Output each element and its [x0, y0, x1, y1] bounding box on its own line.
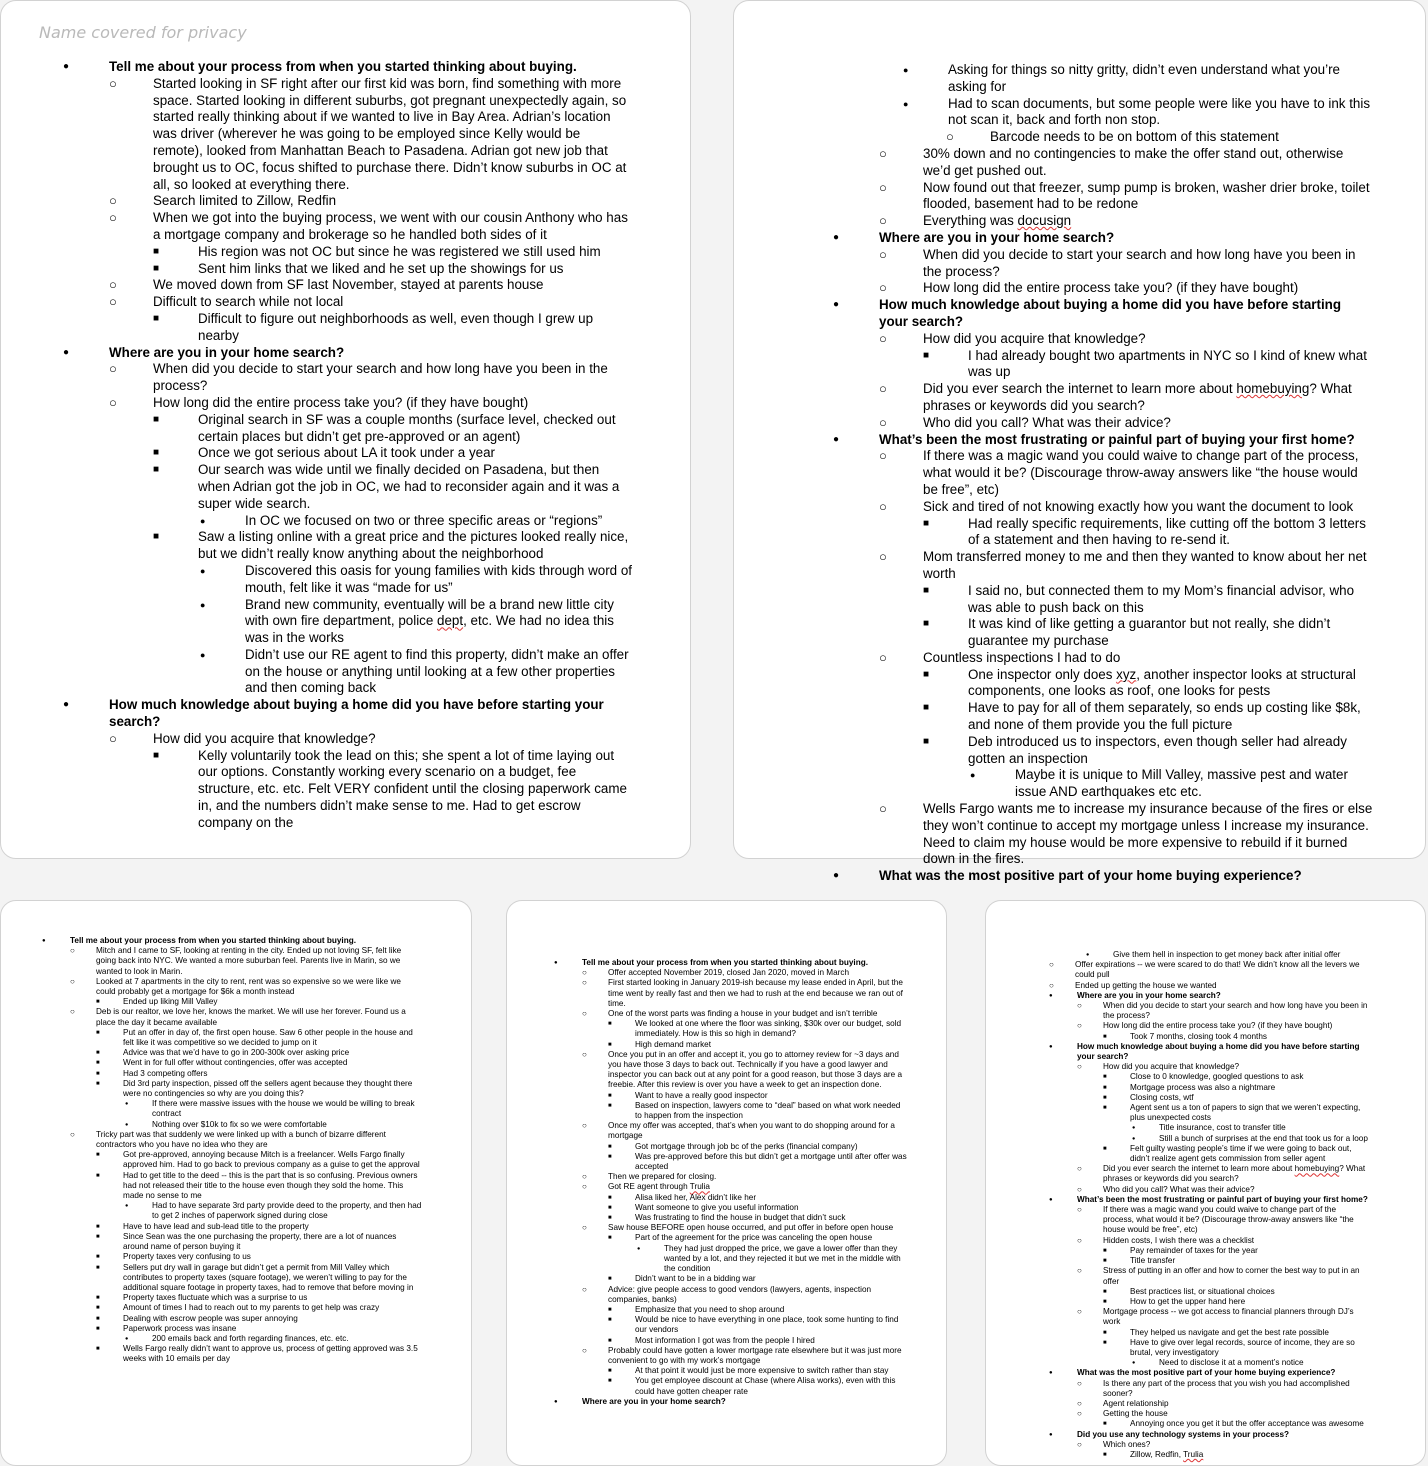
- answer: ○ Which ones? ■ Zillow, Redfin, Trulia: [1091, 1440, 1369, 1460]
- spellcheck-word: Trulia: [689, 1182, 710, 1192]
- answer-subdetail: ● Give them hell in inspection to get money back after initial offer: [1100, 950, 1369, 960]
- question: ● What was the most positive part of your home buying experience? ○ Is there any part of the process that you wish you had accomplished sooner? ○ Agent relationship ○ Getting the house ■ Annoying once you get it but the offer acceptance was awesome: [1049, 1368, 1369, 1429]
- answer: ○ Countless inspections I had to do ■ One inspector only does xyz, another inspector looks at structural components, one looks as roof, one looks for pests ■ Have to pay for all of them separately, so ends up costing like $8k, and none of them provide you the full picture ■ Deb introduced us to inspectors, even though seller had already gotten an inspection ● Maybe it is unique to Mill Valley, massive pest and water issue AND earthquakes etc etc.: [903, 650, 1373, 801]
- answer-subdetail: ● Had to scan documents, but some people were like you have to ink this not scan it, back and forth non stop. ○ Barcode needs to be on bottom of this statement: [927, 96, 1373, 146]
- question: ● Did you use any technology systems in your process? ○ Which ones? ■ Zillow, Redfin, Trulia: [1049, 1430, 1369, 1461]
- answer-subdetail: ● 200 emails back and forth regarding finances, etc. etc.: [139, 1334, 422, 1344]
- answer-detail: ■ Zillow, Redfin, Trulia: [1117, 1450, 1369, 1460]
- answer: ○ 30% down and no contingencies to make the offer stand out, otherwise we’d get pushed out.: [903, 146, 1373, 180]
- answer-detail: ■ One inspector only does xyz, another inspector looks at structural components, one looks as roof, one looks for pests: [947, 667, 1373, 701]
- answer: ○ How did you acquire that knowledge? ■ Kelly voluntarily took the lead on this; she spent a lot of time laying out our options. Constantly working every scenario on a budget, fee structure, etc. etc. Felt VERY confident until the closing paperwork came in, and the numbers didn’t make sense to me. Had to get escrow company on the: [133, 731, 633, 832]
- answer-detail: ■ Have to have lead and sub-lead title to the property: [110, 1222, 422, 1232]
- answer: ○ Once you put in an offer and accept it, you go to attorney review for ~3 days and you have those 3 days to back out. Technically if you have a good lawyer and inspector you can back out at any point for a good reason, but those 3 days are a freebie. After this review is over you have a week to get an inspection done. ■ Want to have a really good inspector ■ Based on inspection, lawyers come to “deal” based on what work needed to happen from the inspection: [596, 1050, 909, 1121]
- answer: ○ When did you decide to start your search and how long have you been in the process?: [133, 361, 633, 395]
- answer-detail: ■ Property taxes very confusing to us: [110, 1252, 422, 1262]
- answer-detail: ■ It was kind of like getting a guarantor but not really, she didn’t guarantee my purchase: [947, 616, 1373, 650]
- answer-subdetail: ● Need to disclose it at a moment’s notice: [1146, 1358, 1369, 1368]
- answer: ○ Started looking in SF right after our first kid was born, find something with more space. Started looking in different suburbs, got pregnant unexpectedly again, so started really thinking about if we wanted to live in Bay Area. Adrian’s location was driver (wherever he was going to be employed since Kelly would be remote), looked from Manhattan Beach to Pasadena. Adrian got new job that brought us to OC, focus shifted to purchase there. Didn’t know suburbs in OC at all, so looked at everything there.: [133, 76, 633, 194]
- answer-detail: ■ Alisa liked her, Alex didn’t like her: [622, 1193, 909, 1203]
- continued-block: [1049, 950, 1369, 991]
- answer: ○ Stress of putting in an offer and how to corner the best way to put in an offer ■ Best practices list, or situational choices ■ How to get the upper hand here: [1091, 1266, 1369, 1307]
- document-page-3: [0, 900, 472, 1466]
- answer: ○ Getting the house ■ Annoying once you get it but the offer acceptance was awesome: [1091, 1409, 1369, 1429]
- question-list: [42, 936, 422, 1365]
- answer: ○ Advice: give people access to good vendors (lawyers, agents, inspection companies, banks) ■ Emphasize that you need to shop around ■ Would be nice to have everything in one place, took some hunting to find our vendors ■ Most information I got was from the people I hired: [596, 1285, 909, 1346]
- answer-detail: ■ Got pre-approved, annoying because Mitch is a freelancer. Wells Fargo finally approved him. Had to go back to previous company as a guise to get the approval: [110, 1150, 422, 1170]
- question: ● Where are you in your home search? ○ When did you decide to start your search and how long have you been in the process? ○ How long did the entire process take you? (if they have bought) ■ Original search in SF was a couple months (surface level, checked out certain places but didn’t get pre-approved or an agent) ■ Once we got serious about LA it took under a year ■ Our search was wide until we finally decided on Pasadena, but then when Adrian got the job in OC, we had to reconsider again and it was a super wide search. ● In OC we focused on two or three specific areas or “regions” ■ Saw a listing online with a great price and the pictures looked really nice, but we didn’t really know anything about the neighborhood ● Discovered this oasis for young families with kids through word of mouth, felt like it was “made for us” ● Brand new community, eventually will be a brand new little city with own fire department, police dept, etc. We had no idea this was in the works ● Didn’t use our RE agent to find this property, didn’t make an offer on the house or anything until looking at a few other properties and then coming back: [63, 345, 633, 698]
- document-page-5: [985, 900, 1426, 1466]
- spellcheck-word: docusign: [1017, 213, 1072, 229]
- answer: ○ Wells Fargo wants me to increase my insurance because of the fires or else they won’t continue to accept my mortgage unless I increase my insurance. Need to claim my house would be more expensive to rebuild if it burned down in the fires.: [903, 801, 1373, 868]
- answer-detail: ■ Kelly voluntarily took the lead on this; she spent a lot of time laying out our options. Constantly working every scenario on a budget, fee structure, etc. etc. Felt VERY confident until the closing paperwork came in, and the numbers didn’t make sense to me. Had to get escrow company on the: [177, 748, 633, 832]
- answer-subdetail: ● If there were massive issues with the house we would be willing to break contract: [139, 1099, 422, 1119]
- answer-detail: ■ Deb introduced us to inspectors, even though seller had already gotten an inspection ● Maybe it is unique to Mill Valley, massive pest and water issue AND earthquakes etc etc.: [947, 734, 1373, 801]
- answer-subdetail: ● Maybe it is unique to Mill Valley, massive pest and water issue AND earthquakes etc etc.: [994, 767, 1373, 801]
- answer-subdetail: ● Brand new community, eventually will be a brand new little city with own fire department, police dept, etc. We had no idea this was in the works: [224, 597, 633, 647]
- answer-subdetail: ● They had just dropped the price, we gave a lower offer than they wanted by a lot, and they rejected it but we met in the middle with the condition: [651, 1244, 909, 1275]
- question: ● How much knowledge about buying a home did you have before starting your search? ○ How did you acquire that knowledge? ■ Close to 0 knowledge, googled questions to ask ■ Mortgage process was also a nightmare ■ Closing costs, wtf ■ Agent sent us a ton of papers to sign that we weren’t expecting, plus unexpected costs ● Title insurance, cost to transfer title ● Still a bunch of surprises at the end that took us for a loop ■ Felt guilty wasting people’s time if we were going to back out, didn’t realize agent gets commission from seller agent ○ Did you ever search the internet to learn more about homebuying? What phrases or keywords did you search? ○ Who did you call? What was their advice?: [1049, 1042, 1369, 1195]
- answer-detail: ■ Didn’t want to be in a bidding war: [622, 1274, 909, 1284]
- answer: ○ Is there any part of the process that you wish you had accomplished sooner?: [1091, 1379, 1369, 1399]
- answer-detail: ■ Based on inspection, lawyers come to “deal” based on what work needed to happen from the inspection: [622, 1101, 909, 1121]
- answer-detail: ■ Amount of times I had to reach out to my parents to get help was crazy: [110, 1303, 422, 1313]
- answer: ○ Who did you call? What was their advice?: [903, 415, 1373, 432]
- answer-detail: ■ Original search in SF was a couple months (surface level, checked out certain places but didn’t get pre-approved or an agent): [177, 412, 633, 446]
- answer-detail: ■ I said no, but connected them to my Mom’s financial advisor, who was able to push back on this: [947, 583, 1373, 617]
- spellcheck-word: homebuying: [1294, 1164, 1340, 1174]
- answer: ○ Got RE agent through Trulia ■ Alisa liked her, Alex didn’t like her ■ Want someone to give you useful information ■ Was frustrating to find the house in budget that didn’t suck: [596, 1182, 909, 1223]
- answer: ○ Sick and tired of not knowing exactly how you want the document to look ■ Had really specific requirements, like cutting off the bottom 3 letters of a statement and then having to re-send it.: [903, 499, 1373, 549]
- answer-detail: ■ Put an offer in day of, the first open house. Saw 6 other people in the house and felt like it was competitive so we decided to jump on it: [110, 1028, 422, 1048]
- answer-detail: ■ Was pre-approved before this but didn’t get a mortgage until after offer was accepted: [622, 1152, 909, 1172]
- answer: ○ Deb is our realtor, we love her, knows the market. We will use her forever. Found us a place the day it became available ■ Put an offer in day of, the first open house. Saw 6 other people in the house and felt like it was competitive so we decided to jump on it ■ Advice was that we’d have to go in 200-300k over asking price ■ Went in for full offer without contingencies, offer was accepted ■ Had 3 competing offers ■ Did 3rd party inspection, pissed off the sellers agent because they thought there were no contingencies so why are you doing this? ● If there were massive issues with the house we would be willing to break contract ● Nothing over $10k to fix so we were comfortable: [84, 1007, 422, 1129]
- answer: ○ Offer expirations -- we were scared to do that! We didn’t know all the levers we could pull: [1063, 960, 1369, 980]
- privacy-note: Name covered for privacy: [39, 23, 247, 42]
- answer: ○ Who did you call? What was their advice?: [1091, 1185, 1369, 1195]
- answer-detail: ■ Annoying once you get it but the offer acceptance was awesome: [1117, 1419, 1369, 1429]
- answer-detail: ■ At that point it would just be more expensive to switch rather than stay: [622, 1366, 909, 1376]
- answer-detail: ■ Sent him links that we liked and he set up the showings for us: [177, 261, 633, 278]
- answer-detail: ■ Ended up liking Mill Valley: [110, 997, 422, 1007]
- answer-detail: ■ Advice was that we’d have to go in 200-300k over asking price: [110, 1048, 422, 1058]
- answer: ○ How long did the entire process take you? (if they have bought) ■ Took 7 months, closing took 4 months: [1091, 1021, 1369, 1041]
- answer-detail: ■ Got mortgage through job bc of the perks (financial company): [622, 1142, 909, 1152]
- answer-detail: ■ Had to get title to the deed -- this is the part that is so confusing. Previous owners had not released their title to the house even though they sold the home. This made no sense to me ● Had to have separate 3rd party provide deed to the property, and then had to get 2 inches of paperwork signed during close: [110, 1171, 422, 1222]
- answer-detail: ■ Want to have a really good inspector: [622, 1091, 909, 1101]
- answer: ○ Offer accepted November 2019, closed Jan 2020, moved in March: [596, 968, 909, 978]
- question-list: [833, 62, 1373, 885]
- question: ● Tell me about your process from when you started thinking about buying. ○ Mitch and I came to SF, looking at renting in the city. Ended up not loving SF, felt like going back into NYC. We wanted a more suburban feel. Parents live in Marin, so we wanted to look in Marin. ○ Looked at 7 apartments in the city to rent, rent was so expensive so we were like we could probably get a mortgage for $6k a month instead ■ Ended up liking Mill Valley ○ Deb is our realtor, we love her, knows the market. We will use her forever. Found us a place the day it became available ■ Put an offer in day of, the first open house. Saw 6 other people in the house and felt like it was competitive so we decided to jump on it ■ Advice was that we’d have to go in 200-300k over asking price ■ Went in for full offer without contingencies, offer was accepted ■ Had 3 competing offers ■ Did 3rd party inspection, pissed off the sellers agent because they thought there were no contingencies so why are you doing this? ● If there were massive issues with the house we would be willing to break contract ● Nothing over $10k to fix so we were comfortable ○ Tricky part was that suddenly we were linked up with a bunch of bizarre different contractors who you have no idea who they are ■ Got pre-approved, annoying because Mitch is a freelancer. Wells Fargo finally approved him. Had to go back to previous company as a guise to get the approval ■ Had to get title to the deed -- this is the part that is so confusing. Previous owners had not released their title to the house even though they sold the home. This made no sense to me ● Had to have separate 3rd party provide deed to the property, and then had to get 2 inches of paperwork signed during close ■ Have to have lead and sub-lead title to the property ■ Since Sean was the one purchasing the property, there are a lot of nuances around name of person buying it ■ Property taxes very confusing to us ■ Sellers put dry wall in garage but didn’t get a permit from Mill Valley which contributes to property taxes (square footage), we weren’t willing to pay for the additional square footage in property taxes, had to remove that before moving in ■ Property taxes fluctuate which was a surprise to us ■ Amount of times I had to reach out to my parents to get help was crazy ■ Dealing with escrow people was super annoying ■ Paperwork process was insane ● 200 emails back and forth regarding finances, etc. etc. ■ Wells Fargo really didn’t want to approve us, process of getting approved was 3.5 weeks with 10 emails per day: [42, 936, 422, 1365]
- answer: ○ Saw house BEFORE open house occurred, and put offer in before open house ■ Part of the agreement for the price was canceling the open house ● They had just dropped the price, we gave a lower offer than they wanted by a lot, and they rejected it but we met in the middle with the condition ■ Didn’t want to be in a bidding war: [596, 1223, 909, 1284]
- answer-detail: ■ Want someone to give you useful information: [622, 1203, 909, 1213]
- question: ● What’s been the most frustrating or painful part of buying your first home? ○ If there was a magic wand you could waive to change part of the process, what would it be? (Discourage throw-away answers like “the house would be free”, etc) ○ Hidden costs, I wish there was a checklist ■ Pay remainder of taxes for the year ■ Title transfer ○ Stress of putting in an offer and how to corner the best way to put in an offer ■ Best practices list, or situational choices ■ How to get the upper hand here ○ Mortgage process -- we got access to financial planners through DJ’s work ■ They helped us navigate and get the best rate possible ■ Have to give over legal records, source of income, they are so brutal, very investigatory ● Need to disclose it at a moment’s notice: [1049, 1195, 1369, 1368]
- answer-detail: ■ Took 7 months, closing took 4 months: [1117, 1032, 1369, 1042]
- answer: ○ Mitch and I came to SF, looking at renting in the city. Ended up not loving SF, felt like going back into NYC. We wanted a more suburban feel. Parents live in Marin, so we wanted to look in Marin.: [84, 946, 422, 977]
- answer-subdetail: ● Didn’t use our RE agent to find this property, didn’t make an offer on the house or anything until looking at a few other properties and then coming back: [224, 647, 633, 697]
- answer: ○ Now found out that freezer, sump pump is broken, washer drier broke, toilet flooded, basement had to be redone: [903, 180, 1373, 214]
- continued-answer: [903, 62, 1373, 146]
- answer-detail: ■ His region was not OC but since he was registered we still used him: [177, 244, 633, 261]
- answer: ○ Everything was docusign: [903, 213, 1373, 230]
- answer-detail: ■ You get employee discount at Chase (where Alisa works), even with this could have gotten cheaper rate: [622, 1376, 909, 1396]
- question: ● Tell me about your process from when you started thinking about buying. ○ Offer accepted November 2019, closed Jan 2020, moved in March ○ First started looking in January 2019-ish because my lease ended in April, but the time went by really fast and then we had to rush at the end because we ran out of time. ○ One of the worst parts was finding a house in your budget and isn’t terrible ■ We looked at one where the floor was sinking, $30k over our budget, sold immediately. How is this so high in demand? ■ High demand market ○ Once you put in an offer and accept it, you go to attorney review for ~3 days and you have those 3 days to back out. Technically if you have a good lawyer and inspector you can back out at any point for a good reason, but those 3 days are a freebie. After this review is over you have a week to get an inspection done. ■ Want to have a really good inspector ■ Based on inspection, lawyers come to “deal” based on what work needed to happen from the inspection ○ Once my offer was accepted, that’s when you want to do shopping around for a mortgage ■ Got mortgage through job bc of the perks (financial company) ■ Was pre-approved before this but didn’t get a mortgage until after offer was accepted ○ Then we prepared for closing. ○ Got RE agent through Trulia ■ Alisa liked her, Alex didn’t like her ■ Want someone to give you useful information ■ Was frustrating to find the house in budget that didn’t suck ○ Saw house BEFORE open house occurred, and put offer in before open house ■ Part of the agreement for the price was canceling the open house ● They had just dropped the price, we gave a lower offer than they wanted by a lot, and they rejected it but we met in the middle with the condition ■ Didn’t want to be in a bidding war ○ Advice: give people access to good vendors (lawyers, agents, inspection companies, banks) ■ Emphasize that you need to shop around ■ Would be nice to have everything in one place, took some hunting to find our vendors ■ Most information I got was from the people I hired ○ Probably could have gotten a lower mortgage rate elsewhere but it was just more convenient to go with my work’s mortgage ■ At that point it would just be more expensive to switch rather than stay ■ You get employee discount at Chase (where Alisa works), even with this could have gotten cheaper rate: [554, 958, 909, 1397]
- answer: ○ Mortgage process -- we got access to financial planners through DJ’s work ■ They helped us navigate and get the best rate possible ■ Have to give over legal records, source of income, they are so brutal, very investigatory ● Need to disclose it at a moment’s notice: [1091, 1307, 1369, 1368]
- answer-detail: ■ Agent sent us a ton of papers to sign that we weren’t expecting, plus unexpected costs ● Title insurance, cost to transfer title ● Still a bunch of surprises at the end that took us for a loop: [1117, 1103, 1369, 1144]
- answer-detail: ■ Dealing with escrow people was super annoying: [110, 1314, 422, 1324]
- question: ● Tell me about your process from when you started thinking about buying. ○ Started looking in SF right after our first kid was born, find something with more space. Started looking in different suburbs, got pregnant unexpectedly again, so started really thinking about if we wanted to live in Bay Area. Adrian’s location was driver (wherever he was going to be employed since Kelly would be remote), looked from Manhattan Beach to Pasadena. Adrian got new job that brought us to OC, focus shifted to purchase there. Didn’t know suburbs in OC at all, so looked at everything there. ○ Search limited to Zillow, Redfin ○ When we got into the buying process, we went with our cousin Anthony who has a mortgage company and brokerage so he handled both sides of it ■ His region was not OC but since he was registered we still used him ■ Sent him links that we liked and he set up the showings for us ○ We moved down from SF last November, stayed at parents house ○ Difficult to search while not local ■ Difficult to figure out neighborhoods as well, even though I grew up nearby: [63, 59, 633, 345]
- answer-detail: ■ Close to 0 knowledge, googled questions to ask: [1117, 1072, 1369, 1082]
- answer: ○ One of the worst parts was finding a house in your budget and isn’t terrible ■ We looked at one where the floor was sinking, $30k over our budget, sold immediately. How is this so high in demand? ■ High demand market: [596, 1009, 909, 1050]
- answer-detail: ■ Saw a listing online with a great price and the pictures looked really nice, but we didn’t really know anything about the neighborhood ● Discovered this oasis for young families with kids through word of mouth, felt like it was “made for us” ● Brand new community, eventually will be a brand new little city with own fire department, police dept, etc. We had no idea this was in the works ● Didn’t use our RE agent to find this property, didn’t make an offer on the house or anything until looking at a few other properties and then coming back: [177, 529, 633, 697]
- answer: ○ Tricky part was that suddenly we were linked up with a bunch of bizarre different contractors who you have no idea who they are ■ Got pre-approved, annoying because Mitch is a freelancer. Wells Fargo finally approved him. Had to go back to previous company as a guise to get the approval ■ Had to get title to the deed -- this is the part that is so confusing. Previous owners had not released their title to the house even though they sold the home. This made no sense to me ● Had to have separate 3rd party provide deed to the property, and then had to get 2 inches of paperwork signed during close ■ Have to have lead and sub-lead title to the property ■ Since Sean was the one purchasing the property, there are a lot of nuances around name of person buying it ■ Property taxes very confusing to us ■ Sellers put dry wall in garage but didn’t get a permit from Mill Valley which contributes to property taxes (square footage), we weren’t willing to pay for the additional square footage in property taxes, had to remove that before moving in ■ Property taxes fluctuate which was a surprise to us ■ Amount of times I had to reach out to my parents to get help was crazy ■ Dealing with escrow people was super annoying ■ Paperwork process was insane ● 200 emails back and forth regarding finances, etc. etc. ■ Wells Fargo really didn’t want to approve us, process of getting approved was 3.5 weeks with 10 emails per day: [84, 1130, 422, 1365]
- answer: ○ Did you ever search the internet to learn more about homebuying? What phrases or keywords did you search?: [1091, 1164, 1369, 1184]
- spellcheck-word: homebuying: [1236, 381, 1310, 397]
- answer: ○ When we got into the buying process, we went with our cousin Anthony who has a mortgage company and brokerage so he handled both sides of it ■ His region was not OC but since he was registered we still used him ■ Sent him links that we liked and he set up the showings for us: [133, 210, 633, 277]
- answer: ○ If there was a magic wand you could waive to change part of the process, what would it be? (Discourage throw-away answers like “the house would be free”, etc): [1091, 1205, 1369, 1236]
- answer-detail: ■ Since Sean was the one purchasing the property, there are a lot of nuances around name of person buying it: [110, 1232, 422, 1252]
- document-page-1: [0, 0, 691, 859]
- answer-detail: ■ Pay remainder of taxes for the year: [1117, 1246, 1369, 1256]
- answer-note: ○ Barcode needs to be on bottom of this statement: [970, 129, 1373, 146]
- answer: ○ Mom transferred money to me and then they wanted to know about her net worth ■ I said no, but connected them to my Mom’s financial advisor, who was able to push back on this ■ It was kind of like getting a guarantor but not really, she didn’t guarantee my purchase: [903, 549, 1373, 650]
- question: ● How much knowledge about buying a home did you have before starting your search? ○ How did you acquire that knowledge? ■ Kelly voluntarily took the lead on this; she spent a lot of time laying out our options. Constantly working every scenario on a budget, fee structure, etc. etc. Felt VERY confident until the closing paperwork came in, and the numbers didn’t make sense to me. Had to get escrow company on the: [63, 697, 633, 831]
- answer: ○ Agent relationship: [1091, 1399, 1369, 1409]
- answer: ○ How long did the entire process take you? (if they have bought) ■ Original search in SF was a couple months (surface level, checked out certain places but didn’t get pre-approved or an agent) ■ Once we got serious about LA it took under a year ■ Our search was wide until we finally decided on Pasadena, but then when Adrian got the job in OC, we had to reconsider again and it was a super wide search. ● In OC we focused on two or three specific areas or “regions” ■ Saw a listing online with a great price and the pictures looked really nice, but we didn’t really know anything about the neighborhood ● Discovered this oasis for young families with kids through word of mouth, felt like it was “made for us” ● Brand new community, eventually will be a brand new little city with own fire department, police dept, etc. We had no idea this was in the works ● Didn’t use our RE agent to find this property, didn’t make an offer on the house or anything until looking at a few other properties and then coming back: [133, 395, 633, 697]
- answer-detail: ■ Emphasize that you need to shop around: [622, 1305, 909, 1315]
- answer-detail: ■ I had already bought two apartments in NYC so I kind of knew what was up: [947, 348, 1373, 382]
- answer-detail: ■ We looked at one where the floor was sinking, $30k over our budget, sold immediately. How is this so high in demand?: [622, 1019, 909, 1039]
- continued-block: [833, 62, 1373, 230]
- answer: ○ When did you decide to start your search and how long have you been in the process?: [903, 247, 1373, 281]
- answer-subdetail: ● Still a bunch of surprises at the end that took us for a loop: [1146, 1134, 1369, 1144]
- answer: ○ How did you acquire that knowledge? ■ Close to 0 knowledge, googled questions to ask ■ Mortgage process was also a nightmare ■ Closing costs, wtf ■ Agent sent us a ton of papers to sign that we weren’t expecting, plus unexpected costs ● Title insurance, cost to transfer title ● Still a bunch of surprises at the end that took us for a loop ■ Felt guilty wasting people’s time if we were going to back out, didn’t realize agent gets commission from seller agent: [1091, 1062, 1369, 1164]
- answer: ○ Did you ever search the internet to learn more about homebuying? What phrases or keywords did you search?: [903, 381, 1373, 415]
- question-list: [1049, 950, 1369, 1460]
- answer-detail: ■ Sellers put dry wall in garage but didn’t get a permit from Mill Valley which contributes to property taxes (square footage), we weren’t willing to pay for the additional square footage in property taxes, had to remove that before moving in: [110, 1263, 422, 1294]
- question: ● What’s been the most frustrating or painful part of buying your first home? ○ If there was a magic wand you could waive to change part of the process, what would it be? (Discourage throw-away answers like “the house would be free”, etc) ○ Sick and tired of not knowing exactly how you want the document to look ■ Had really specific requirements, like cutting off the bottom 3 letters of a statement and then having to re-send it. ○ Mom transferred money to me and then they wanted to know about her net worth ■ I said no, but connected them to my Mom’s financial advisor, who was able to push back on this ■ It was kind of like getting a guarantor but not really, she didn’t guarantee my purchase ○ Countless inspections I had to do ■ One inspector only does xyz, another inspector looks at structural components, one looks as roof, one looks for pests ■ Have to pay for all of them separately, so ends up costing like $8k, and none of them provide you the full picture ■ Deb introduced us to inspectors, even though seller had already gotten an inspection ● Maybe it is unique to Mill Valley, massive pest and water issue AND earthquakes etc etc. ○ Wells Fargo wants me to increase my insurance because of the fires or else they won’t continue to accept my mortgage unless I increase my insurance. Need to claim my house would be more expensive to rebuild if it burned down in the fires.: [833, 432, 1373, 869]
- answer-detail: ■ Closing costs, wtf: [1117, 1093, 1369, 1103]
- answer-detail: ■ Most information I got was from the people I hired: [622, 1336, 909, 1346]
- answer-detail: ■ Our search was wide until we finally decided on Pasadena, but then when Adrian got the job in OC, we had to reconsider again and it was a super wide search. ● In OC we focused on two or three specific areas or “regions”: [177, 462, 633, 529]
- answer: ○ How long did the entire process take you? (if they have bought): [903, 280, 1373, 297]
- answer-detail: ■ How to get the upper hand here: [1117, 1297, 1369, 1307]
- spellcheck-word: dept: [437, 613, 464, 629]
- answer: ○ If there was a magic wand you could waive to change part of the process, what would it be? (Discourage throw-away answers like “the house would be free”, etc): [903, 448, 1373, 498]
- answer-subdetail: ● Had to have separate 3rd party provide deed to the property, and then had to get 2 inches of paperwork signed during close: [139, 1201, 422, 1221]
- spellcheck-word: Trulia: [1183, 1449, 1204, 1459]
- answer-detail: ■ Would be nice to have everything in one place, took some hunting to find our vendors: [622, 1315, 909, 1335]
- answer: ○ First started looking in January 2019-ish because my lease ended in April, but the time went by really fast and then we had to rush at the end because we ran out of time.: [596, 978, 909, 1009]
- answer: ○ Then we prepared for closing.: [596, 1172, 909, 1182]
- answer-detail: ■ Wells Fargo really didn’t want to approve us, process of getting approved was 3.5 weeks with 10 emails per day: [110, 1344, 422, 1364]
- question: ● What was the most positive part of your home buying experience?: [833, 868, 1373, 885]
- answer: ○ Difficult to search while not local ■ Difficult to figure out neighborhoods as well, even though I grew up nearby: [133, 294, 633, 344]
- question-list: [63, 59, 633, 832]
- answer-subdetail: ● Discovered this oasis for young families with kids through word of mouth, felt like it was “made for us”: [224, 563, 633, 597]
- document-page-4: [506, 900, 947, 1466]
- answer-detail: ■ Have to pay for all of them separately, so ends up costing like $8k, and none of them provide you the full picture: [947, 700, 1373, 734]
- answer: ○ Search limited to Zillow, Redfin: [133, 193, 633, 210]
- spellcheck-word: xyz: [1116, 666, 1137, 682]
- answer-detail: ■ Part of the agreement for the price was canceling the open house ● They had just dropped the price, we gave a lower offer than they wanted by a lot, and they rejected it but we met in the middle with the condition: [622, 1233, 909, 1274]
- answer-detail: ■ Did 3rd party inspection, pissed off the sellers agent because they thought there were no contingencies so why are you doing this? ● If there were massive issues with the house we would be willing to break contract ● Nothing over $10k to fix so we were comfortable: [110, 1079, 422, 1130]
- document-page-2: [733, 0, 1426, 884]
- answer: ○ When did you decide to start your search and how long have you been in the process?: [1091, 1001, 1369, 1021]
- answer-detail: ■ Felt guilty wasting people’s time if we were going to back out, didn’t realize agent gets commission from seller agent: [1117, 1144, 1369, 1164]
- answer-detail: ■ Went in for full offer without contingencies, offer was accepted: [110, 1058, 422, 1068]
- answer-subdetail: ● In OC we focused on two or three specific areas or “regions”: [224, 513, 633, 530]
- question: ● How much knowledge about buying a home did you have before starting your search? ○ How did you acquire that knowledge? ■ I had already bought two apartments in NYC so I kind of knew what was up ○ Did you ever search the internet to learn more about homebuying? What phrases or keywords did you search? ○ Who did you call? What was their advice?: [833, 297, 1373, 431]
- answer: ○ Once my offer was accepted, that’s when you want to do shopping around for a mortgage ■ Got mortgage through job bc of the perks (financial company) ■ Was pre-approved before this but didn’t get a mortgage until after offer was accepted: [596, 1121, 909, 1172]
- answer-detail: ■ Once we got serious about LA it took under a year: [177, 445, 633, 462]
- answer-detail: ■ Property taxes fluctuate which was a surprise to us: [110, 1293, 422, 1303]
- answer: ○ We moved down from SF last November, stayed at parents house: [133, 277, 633, 294]
- question: ● Where are you in your home search? ○ When did you decide to start your search and how long have you been in the process? ○ How long did the entire process take you? (if they have bought) ■ Took 7 months, closing took 4 months: [1049, 991, 1369, 1042]
- answer-detail: ■ They helped us navigate and get the best rate possible: [1117, 1328, 1369, 1338]
- question-list: [554, 958, 909, 1407]
- answer-detail: ■ Paperwork process was insane ● 200 emails back and forth regarding finances, etc. etc.: [110, 1324, 422, 1344]
- answer-subdetail: ● Nothing over $10k to fix so we were comfortable: [139, 1120, 422, 1130]
- answer: ○ How did you acquire that knowledge? ■ I had already bought two apartments in NYC so I kind of knew what was up: [903, 331, 1373, 381]
- answer: ○ Hidden costs, I wish there was a checklist ■ Pay remainder of taxes for the year ■ Title transfer: [1091, 1236, 1369, 1267]
- answer-detail: ■ Mortgage process was also a nightmare: [1117, 1083, 1369, 1093]
- answer-detail: ■ Best practices list, or situational choices: [1117, 1287, 1369, 1297]
- answer-detail: ■ Difficult to figure out neighborhoods as well, even though I grew up nearby: [177, 311, 633, 345]
- answer: ○ Ended up getting the house we wanted: [1063, 981, 1369, 991]
- answer-detail: ■ Title transfer: [1117, 1256, 1369, 1266]
- answer-detail: ■ Have to give over legal records, source of income, they are so brutal, very investigatory ● Need to disclose it at a moment’s notice: [1117, 1338, 1369, 1369]
- answer: ○ Probably could have gotten a lower mortgage rate elsewhere but it was just more convenient to go with my work’s mortgage ■ At that point it would just be more expensive to switch rather than stay ■ You get employee discount at Chase (where Alisa works), even with this could have gotten cheaper rate: [596, 1346, 909, 1397]
- question: ● Where are you in your home search?: [554, 1397, 909, 1407]
- answer-subdetail: ● Title insurance, cost to transfer title: [1146, 1123, 1369, 1133]
- answer-detail: ■ Had really specific requirements, like cutting off the bottom 3 letters of a statement and then having to re-send it.: [947, 516, 1373, 550]
- answer: ○ Looked at 7 apartments in the city to rent, rent was so expensive so we were like we could probably get a mortgage for $6k a month instead ■ Ended up liking Mill Valley: [84, 977, 422, 1008]
- answer-subdetail: ● Asking for things so nitty gritty, didn’t even understand what you’re asking for: [927, 62, 1373, 96]
- answer-detail: ■ Had 3 competing offers: [110, 1069, 422, 1079]
- answer-detail: ■ High demand market: [622, 1040, 909, 1050]
- question: ● Where are you in your home search? ○ When did you decide to start your search and how long have you been in the process? ○ How long did the entire process take you? (if they have bought): [833, 230, 1373, 297]
- answer-detail: ■ Was frustrating to find the house in budget that didn’t suck: [622, 1213, 909, 1223]
